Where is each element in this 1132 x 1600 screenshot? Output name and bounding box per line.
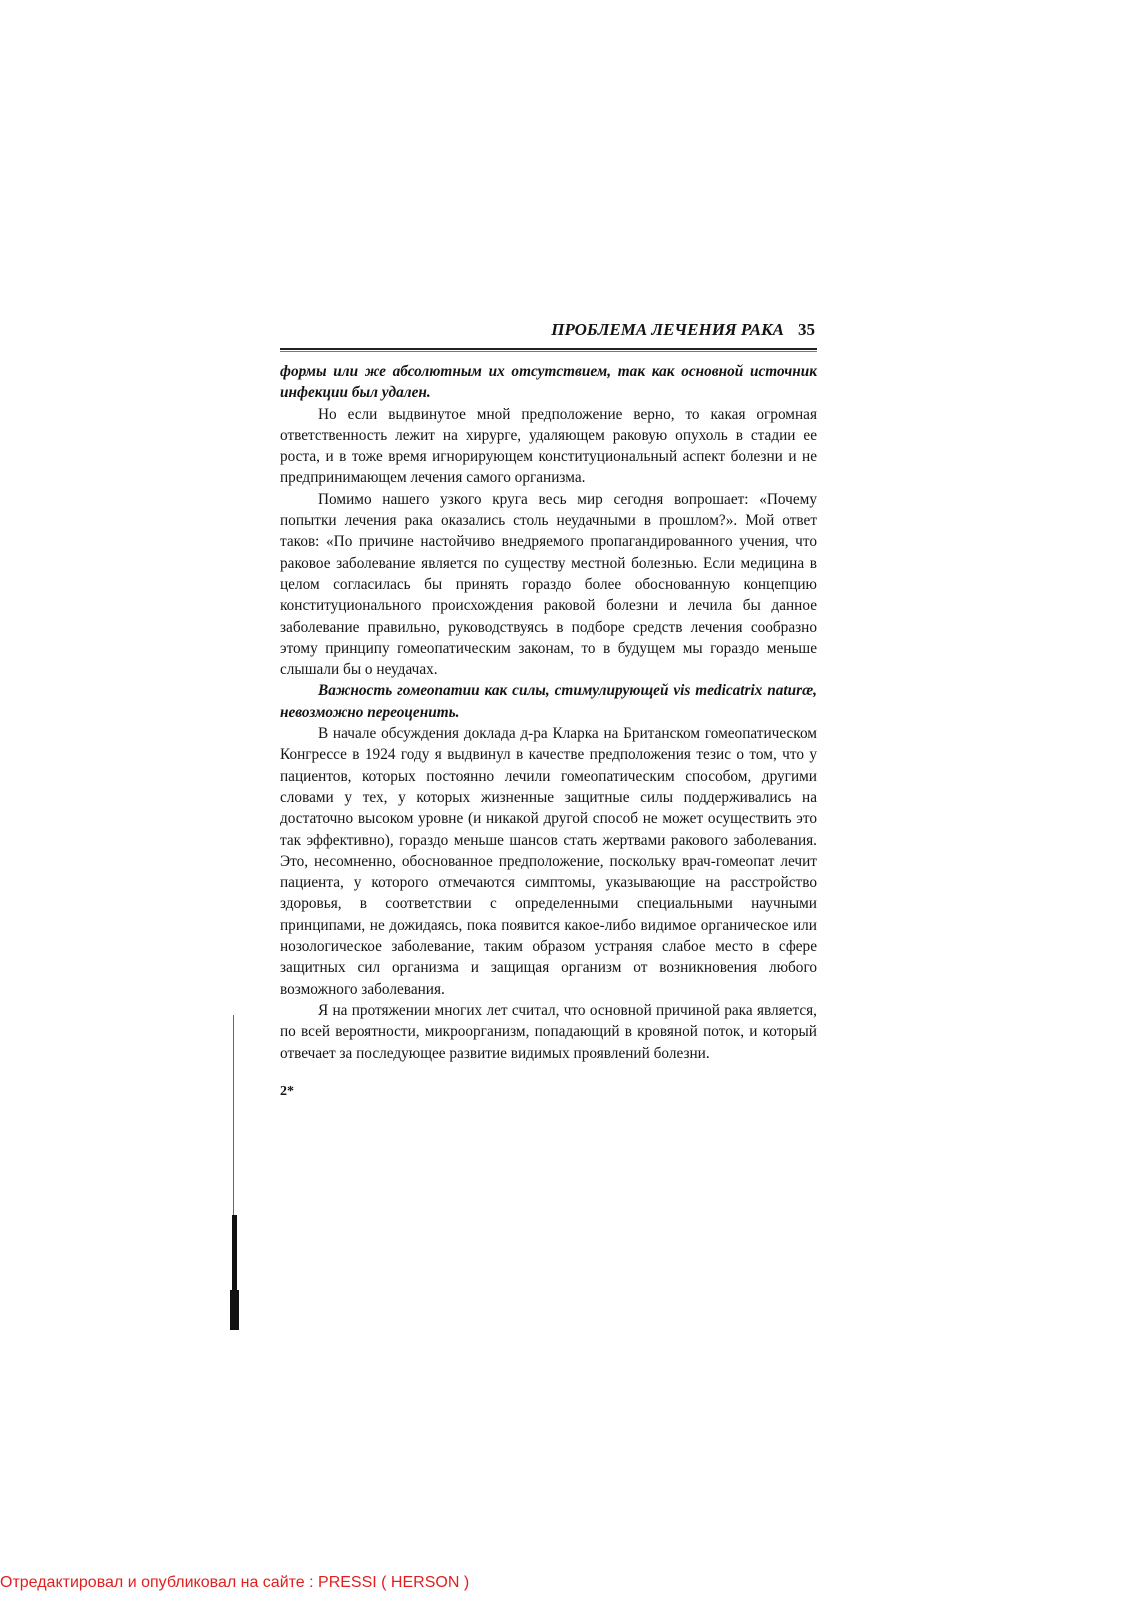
paragraph: Помимо нашего узкого круга весь мир сегодня вопрошает: «Почему попытки лечения рака оказались столь неудачными в прошлом?». Мой ответ таков: «По причине настойчиво внедряемого пропагандированного учения, что раковое заболевание является по существу местной болезнью. Если медицина в целом согласилась бы принять гораздо более обоснованную концепцию конституционального происхождения раковой болезни и лечила бы данное заболевание правильно, руководствуясь в подборе средств лечения сообразно этому принципу гомеопатическим законам, то в будущем мы гораздо меньше слышали бы о неудачах. xyxy=(280,490,817,679)
scan-edge-blot xyxy=(230,1290,239,1330)
paragraph: Но если выдвинутое мной предположение верно, то какая огромная ответственность лежит на хирурге, удаляющем раковую опухоль в стадии ее роста, и в тоже время игнорирующем конституциональный аспект болезни и не предпринимающем лечения самого организма. xyxy=(280,405,817,487)
running-header-title: ПРОБЛЕМА ЛЕЧЕНИЯ РАКА xyxy=(551,320,784,339)
paragraph: В начале обсуждения доклада д-ра Кларка на Британском гомеопатическом Конгрессе в 1924 году я выдвинул в качестве предположения тезис о том, что у пациентов, которых постоянно лечили гомеопатическим способом, другими словами у тех, у которых жизненные защитные силы поддерживались на достаточно высоком уровне (и никакой другой способ не может осуществить это так эффективно), гораздо меньше шансов стать жертвами ракового заболевания. Это, несомненно, обоснованное предположение, поскольку врач-гомеопат лечит пациента, у которого отмечаются симптомы, указывающие на расстройство здоровья, в соответствии с определенными специальными научными принципами, не дожидаясь, пока появится какое-либо видимое органическое или нозологическое заболевание, таким образом устраняя слабое место в сфере защитных сил организма и защищая организм от возникновения любого возможного заболевания. xyxy=(280,725,817,998)
emphasis-paragraph: Важность гомеопатии как силы, стимулирующей vis medicatrix naturæ, невозможно переоценить. xyxy=(280,682,817,721)
page-number: 35 xyxy=(798,320,815,339)
page-text-block xyxy=(280,320,817,1100)
scan-edge-line xyxy=(233,1015,234,1215)
running-header xyxy=(280,320,817,342)
paragraph-continuation: формы или же абсолютным их отсутствием, так как основной источник инфекции был удален. xyxy=(280,363,817,402)
footer-watermark-text: Отредактировал и опубликовал на сайте : PRESSI ( HERSON ) xyxy=(0,1574,470,1591)
header-rule xyxy=(280,348,817,352)
paragraph: Я на протяжении многих лет считал, что основной причиной рака является, по всей вероятности, микроорганизм, попадающий в кровяной поток, и который отвечает за последующее развитие видимых проявлений болезни. xyxy=(280,1001,817,1062)
signature-mark: 2* xyxy=(280,1083,294,1099)
